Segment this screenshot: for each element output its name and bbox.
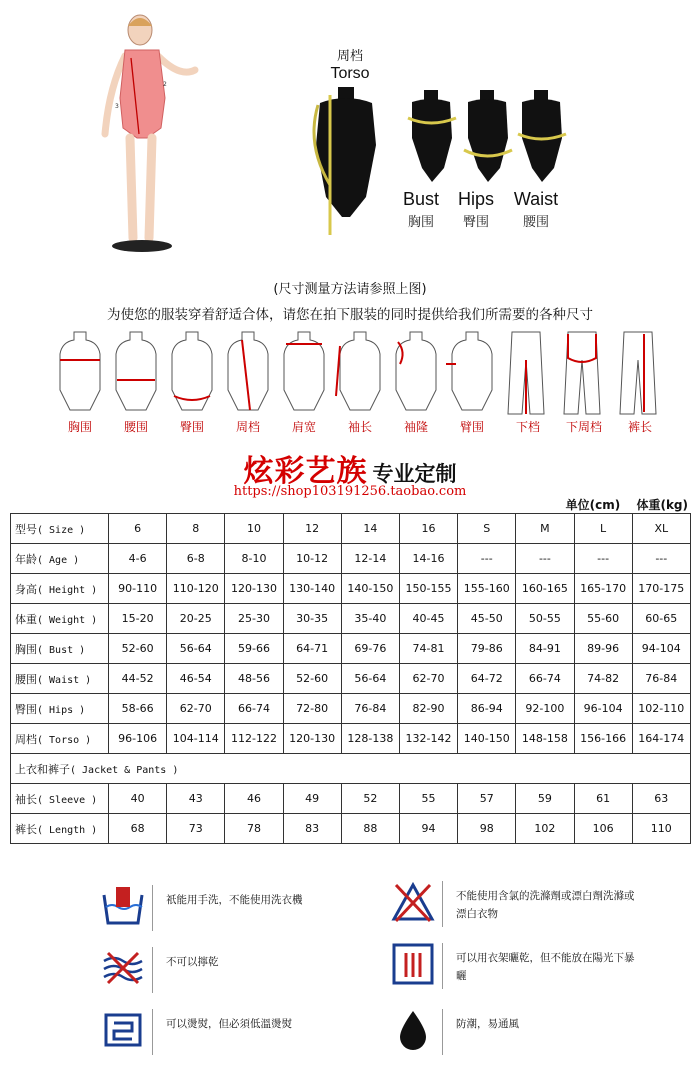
table-cell: 84-91 [516, 634, 574, 664]
table-cell: 57 [458, 784, 516, 814]
iron-low-icon [100, 1007, 146, 1053]
size-header-cell: 6 [109, 514, 167, 544]
table-cell: 104-114 [167, 724, 225, 754]
table-cell: 89-96 [574, 634, 632, 664]
table-cell: 83 [283, 814, 341, 844]
table-cell: 120-130 [283, 724, 341, 754]
table-cell: 68 [109, 814, 167, 844]
row-label-cn: 体重 [15, 612, 37, 626]
table-cell: 76-84 [341, 694, 399, 724]
table-cell: --- [574, 544, 632, 574]
table-cell: 63 [632, 784, 690, 814]
bust-measure-figure [402, 88, 462, 198]
table-cell: 74-82 [574, 664, 632, 694]
section-label-en: ( Jacket & Pants ) [70, 764, 179, 776]
row-label-cn: 臀围 [15, 702, 37, 716]
table-cell: 86-94 [458, 694, 516, 724]
table-cell: 52-60 [109, 634, 167, 664]
table-cell: 102-110 [632, 694, 690, 724]
table-row [11, 664, 691, 694]
table-section-row [11, 754, 691, 784]
divider [152, 885, 153, 931]
table-cell: 165-170 [574, 574, 632, 604]
care-no-bleach [390, 879, 650, 929]
table-row [11, 724, 691, 754]
table-cell: 69-76 [341, 634, 399, 664]
size-header-cell: S [458, 514, 516, 544]
row-label-cn: 裤长 [15, 822, 37, 836]
table-cell: 25-30 [225, 604, 283, 634]
divider [442, 881, 443, 927]
row-label-en: ( Bust ) [37, 644, 86, 656]
water-drop-icon [390, 1007, 436, 1053]
measurement-icon-row [52, 330, 652, 442]
table-cell: 30-35 [283, 604, 341, 634]
size-header-cell: 16 [399, 514, 457, 544]
icon-label: 袖长 [347, 420, 372, 434]
table-cell: 43 [167, 784, 225, 814]
table-cell: 64-72 [458, 664, 516, 694]
section-label-cn: 上衣和裤子 [15, 762, 70, 776]
icon-label: 袖隆 [403, 420, 428, 434]
torso-label-cn: 周档 [336, 49, 363, 64]
row-label-en: ( Age ) [37, 554, 80, 566]
row-label [11, 724, 109, 754]
row-label-en: ( Sleeve ) [37, 794, 98, 806]
table-cell: 150-155 [399, 574, 457, 604]
table-row [11, 694, 691, 724]
care-text: 不可以擰乾 [166, 956, 219, 968]
icon-label: 胸围 [67, 420, 92, 434]
table-cell: 62-70 [167, 694, 225, 724]
table-cell: 98 [458, 814, 516, 844]
table-cell: 92-100 [516, 694, 574, 724]
table-cell: 156-166 [574, 724, 632, 754]
table-row [11, 814, 691, 844]
table-cell: 35-40 [341, 604, 399, 634]
table-cell: 52-60 [283, 664, 341, 694]
table-cell: 60-65 [632, 604, 690, 634]
table-cell: 148-158 [516, 724, 574, 754]
table-cell: 90-110 [109, 574, 167, 604]
size-header-cell: XL [632, 514, 690, 544]
table-cell: 56-64 [341, 664, 399, 694]
unit-kg: 体重(kg) [636, 498, 688, 512]
size-header-cell: L [574, 514, 632, 544]
table-cell: 48-56 [225, 664, 283, 694]
size-header-cell: 8 [167, 514, 225, 544]
care-moisture [390, 1007, 650, 1057]
row-label-cn: 周档 [15, 732, 37, 746]
row-label-en: ( Hips ) [37, 704, 86, 716]
table-cell: 94-104 [632, 634, 690, 664]
row-label-en: ( Size ) [37, 524, 86, 536]
table-row [11, 784, 691, 814]
table-cell: 56-64 [167, 634, 225, 664]
size-header-cell: M [516, 514, 574, 544]
care-hand-wash [100, 883, 360, 933]
table-cell: 66-74 [516, 664, 574, 694]
icon-label: 下档 [515, 420, 540, 434]
table-cell: 96-106 [109, 724, 167, 754]
table-cell: 94 [399, 814, 457, 844]
care-text: 不能使用含氯的洗滌劑或漂白劑洗滌或漂白衣物 [456, 890, 635, 920]
table-cell: 160-165 [516, 574, 574, 604]
waist-label-en: Waist [513, 189, 559, 209]
mannequin-figure [95, 8, 215, 258]
row-label [11, 634, 109, 664]
unit-legend [554, 496, 688, 513]
table-cell: 49 [283, 784, 341, 814]
table-cell: 15-20 [109, 604, 167, 634]
table-cell: 128-138 [341, 724, 399, 754]
row-label [11, 814, 109, 844]
row-label-cn: 型号 [15, 522, 37, 536]
table-cell: 46 [225, 784, 283, 814]
table-row [11, 634, 691, 664]
hips-label-cn: 臀围 [462, 215, 489, 230]
size-chart-table [10, 513, 691, 844]
no-wring-icon [100, 945, 146, 991]
no-bleach-icon [390, 879, 436, 925]
table-cell: 155-160 [458, 574, 516, 604]
section-label [11, 754, 691, 784]
hips-label-en: Hips [457, 189, 494, 209]
icon-label: 腰围 [123, 420, 148, 434]
icon-label: 裤长 [627, 420, 652, 434]
table-cell: 44-52 [109, 664, 167, 694]
brand-tagline: 专业定制 [372, 461, 457, 486]
table-cell: 45-50 [458, 604, 516, 634]
size-header-cell: 12 [283, 514, 341, 544]
row-label [11, 604, 109, 634]
row-label-en: ( Length ) [37, 824, 98, 836]
table-cell: 40 [109, 784, 167, 814]
table-cell: 106 [574, 814, 632, 844]
table-cell: 79-86 [458, 634, 516, 664]
table-cell: 110-120 [167, 574, 225, 604]
table-cell: 4-6 [109, 544, 167, 574]
table-header-row [11, 514, 691, 544]
torso-title [315, 48, 385, 82]
icon-label: 周档 [235, 420, 260, 434]
table-row [11, 574, 691, 604]
table-cell: 130-140 [283, 574, 341, 604]
row-label-en: ( Torso ) [37, 734, 92, 746]
table-cell: 12-14 [341, 544, 399, 574]
table-row [11, 544, 691, 574]
table-cell: 73 [167, 814, 225, 844]
table-cell: 58-66 [109, 694, 167, 724]
row-label-cn: 袖长 [15, 792, 37, 806]
row-label-cn: 年龄 [15, 552, 37, 566]
hand-wash-icon [100, 883, 146, 929]
waist-label-cn: 腰围 [522, 215, 549, 230]
care-hang-dry [390, 941, 650, 991]
svg-text:3: 3 [115, 103, 119, 110]
table-cell: --- [458, 544, 516, 574]
row-label [11, 574, 109, 604]
icon-label: 臂围 [459, 420, 484, 434]
table-cell: 112-122 [225, 724, 283, 754]
table-cell: 88 [341, 814, 399, 844]
table-cell: 59 [516, 784, 574, 814]
table-cell: 110 [632, 814, 690, 844]
hips-measure-figure [458, 88, 518, 198]
table-cell: --- [632, 544, 690, 574]
table-cell: 66-74 [225, 694, 283, 724]
divider [442, 1009, 443, 1055]
table-cell: 74-81 [399, 634, 457, 664]
row-label [11, 514, 109, 544]
divider [442, 943, 443, 989]
table-cell: 164-174 [632, 724, 690, 754]
care-text: 防潮，易通風 [456, 1018, 519, 1030]
row-label [11, 694, 109, 724]
table-cell: 55 [399, 784, 457, 814]
table-cell: 102 [516, 814, 574, 844]
table-cell: 10-12 [283, 544, 341, 574]
table-cell: 132-142 [399, 724, 457, 754]
row-label [11, 784, 109, 814]
row-label [11, 544, 109, 574]
table-cell: 59-66 [225, 634, 283, 664]
table-cell: 140-150 [458, 724, 516, 754]
waist-measure-figure [512, 88, 572, 198]
row-label-en: ( Waist ) [37, 674, 92, 686]
care-iron-low [100, 1007, 360, 1057]
table-cell: 61 [574, 784, 632, 814]
svg-text:2: 2 [163, 81, 167, 88]
row-label-en: ( Weight ) [37, 614, 98, 626]
table-cell: 170-175 [632, 574, 690, 604]
table-cell: 52 [341, 784, 399, 814]
table-cell: 50-55 [516, 604, 574, 634]
care-text: 祇能用手洗，不能使用洗衣機 [166, 894, 303, 906]
size-header-cell: 14 [341, 514, 399, 544]
table-cell: --- [516, 544, 574, 574]
brand-name: 炫彩艺族 [243, 454, 368, 489]
unit-cm: 单位(cm) [565, 498, 621, 512]
shop-url[interactable]: https://shop103191256.taobao.com [233, 484, 467, 499]
table-cell: 62-70 [399, 664, 457, 694]
table-cell: 76-84 [632, 664, 690, 694]
table-cell: 55-60 [574, 604, 632, 634]
row-label-cn: 身高 [15, 582, 37, 596]
divider [152, 1009, 153, 1055]
table-cell: 120-130 [225, 574, 283, 604]
table-cell: 8-10 [225, 544, 283, 574]
table-cell: 20-25 [167, 604, 225, 634]
row-label-cn: 胸围 [15, 642, 37, 656]
torso-label-en: Torso [330, 65, 370, 82]
table-cell: 6-8 [167, 544, 225, 574]
measure-note: (尺寸测量方法请参照上图) [273, 282, 427, 297]
torso-measure-figure [300, 85, 395, 245]
table-cell: 82-90 [399, 694, 457, 724]
icon-label: 臀围 [179, 420, 204, 434]
table-cell: 96-104 [574, 694, 632, 724]
pants-length-icon [612, 330, 668, 442]
size-header-cell: 10 [225, 514, 283, 544]
table-cell: 72-80 [283, 694, 341, 724]
table-cell: 14-16 [399, 544, 457, 574]
table-cell: 64-71 [283, 634, 341, 664]
care-no-wring [100, 945, 360, 995]
row-label-cn: 腰围 [15, 672, 37, 686]
bust-label-cn: 胸围 [407, 215, 434, 230]
care-instructions [100, 875, 635, 1065]
icon-label: 肩宽 [291, 420, 316, 434]
table-cell: 78 [225, 814, 283, 844]
row-label-en: ( Height ) [37, 584, 98, 596]
icon-label: 下周档 [565, 420, 602, 434]
table-cell: 40-45 [399, 604, 457, 634]
bust-label-en: Bust [402, 189, 440, 209]
care-text: 可以用衣架曬乾，但不能放在陽光下暴曬 [456, 952, 635, 982]
care-text: 可以燙熨，但必須低溫燙熨 [166, 1018, 292, 1030]
table-cell: 140-150 [341, 574, 399, 604]
row-label [11, 664, 109, 694]
table-row [11, 604, 691, 634]
hang-dry-icon [390, 941, 436, 987]
table-cell: 46-54 [167, 664, 225, 694]
divider [152, 947, 153, 993]
measure-instruction: 为使您的服装穿着舒适合体，请您在拍下服装的同时提供给我们所需要的各种尺寸 [107, 307, 593, 323]
